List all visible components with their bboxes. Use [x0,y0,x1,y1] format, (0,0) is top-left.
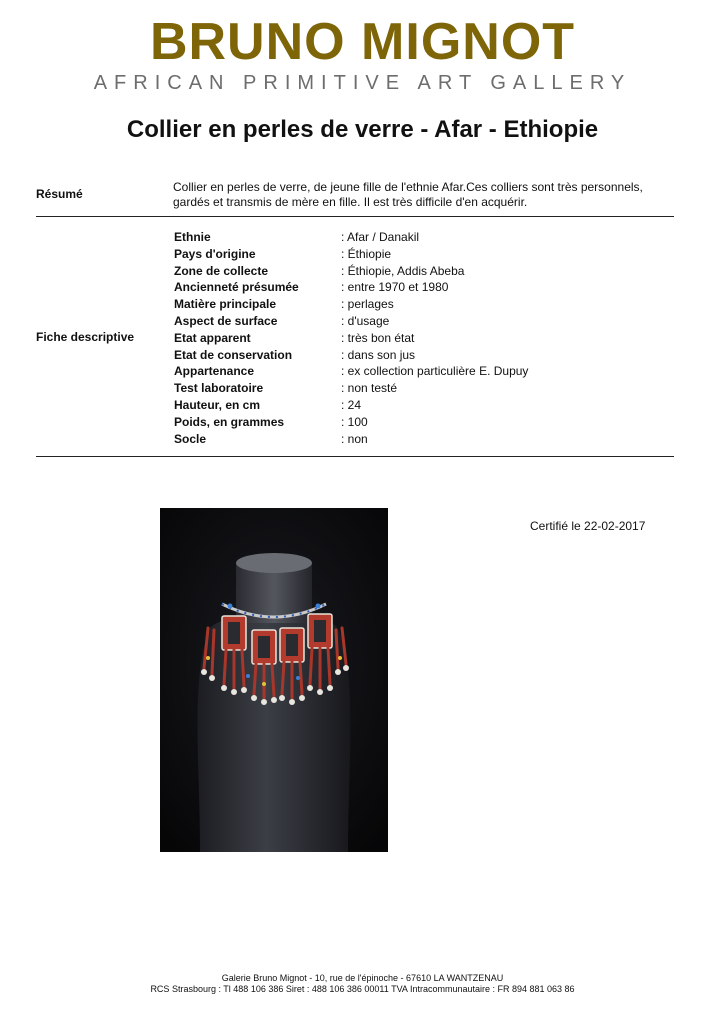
attribute-key: Test laboratoire [174,381,264,396]
attribute-key: Poids, en grammes [174,414,285,429]
footer [0,973,725,995]
attribute-row [174,263,674,280]
attribute-value: : dans son jus [341,347,416,362]
attribute-value: : perlages [341,297,394,312]
attribute-key: Ancienneté présumée [174,280,299,295]
attribute-value: : très bon état [341,330,415,345]
attribute-row [174,246,674,263]
footer-address: Galerie Bruno Mignot - 10, rue de l'épinoche - 67610 LA WANTZENAU [221,973,504,983]
attribute-row [174,431,674,448]
attribute-value: : ex collection particulière E. Dupuy [341,364,529,379]
attribute-key: Matière principale [174,297,277,312]
attribute-value: : Afar / Danakil [341,230,420,244]
brand-logo: BRUNO MIGNOT [149,13,576,71]
attribute-row [174,296,674,313]
attribute-row [174,347,674,364]
page-title: Collier en perles de verre - Afar - Ethiopie [126,116,599,143]
attribute-key: Pays d'origine [174,246,256,261]
summary-text: Collier en perles de verre, de jeune fille de l'ethnie Afar.Ces colliers sont très personnels, gardés et transmis de mère en fille. Il est très difficile d'en acquérir. [173,180,643,209]
attribute-key: Socle [174,431,207,446]
attribute-row [174,279,674,296]
summary-label: Résumé [36,187,83,201]
attribute-key: Etat de conservation [174,347,293,362]
divider [36,456,674,457]
attribute-key: Ethnie [174,230,211,244]
attribute-value: : Éthiopie, Addis Abeba [341,263,465,278]
attribute-row [174,397,674,414]
necklace-illustration [160,508,388,852]
certification-date: Certifié le 22-02-2017 [530,519,646,533]
attribute-key: Zone de collecte [174,263,269,278]
attribute-row [174,313,674,330]
divider [36,216,674,217]
brand-tagline: AFRICAN PRIMITIVE ART GALLERY [93,72,632,94]
attribute-key: Etat apparent [174,330,251,345]
attribute-value: : entre 1970 et 1980 [341,280,449,295]
attribute-list [174,229,674,447]
attribute-row [174,229,674,246]
attribute-value: : d'usage [341,313,390,328]
attribute-row [174,363,674,380]
footer-registration: RCS Strasbourg : Tl 488 106 386 Siret : 488 106 386 00011 TVA Intracommunautaire : FR 894 881 063 86 [150,984,575,994]
attribute-row [174,330,674,347]
attribute-value: : non testé [341,381,398,396]
fiche-label: Fiche descriptive [36,330,135,344]
attribute-row [174,380,674,397]
attribute-value: : 24 [341,397,362,412]
attribute-value: : Éthiopie [341,246,392,261]
necklace-photo [160,508,388,852]
attribute-key: Hauteur, en cm [174,397,261,412]
attribute-row [174,414,674,431]
attribute-value: : 100 [341,414,368,429]
attribute-key: Appartenance [174,364,255,379]
attribute-key: Aspect de surface [174,313,278,328]
attribute-value: : non [341,431,368,446]
